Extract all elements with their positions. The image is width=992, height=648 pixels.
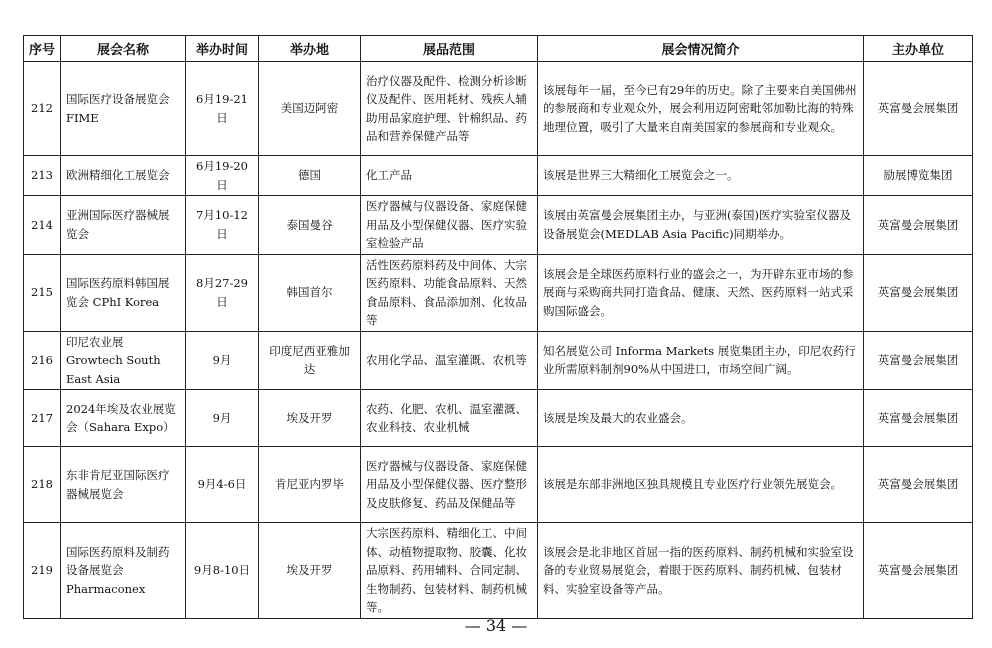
- cell-place: 肯尼亚内罗毕: [259, 447, 361, 523]
- cell-host: 英富曼会展集团: [864, 196, 973, 255]
- cell-place: 印度尼西亚雅加达: [259, 331, 361, 390]
- header-scope: 展品范围: [361, 36, 538, 62]
- cell-desc: 该展是世界三大精细化工展览会之一。: [538, 156, 864, 196]
- cell-no: 212: [24, 62, 61, 156]
- cell-scope: 治疗仪器及配件、检测分析诊断仪及配件、医用耗材、残疾人辅助用品家庭护理、针棉织品、药品和营养保健产品等: [361, 62, 538, 156]
- cell-place: 埃及开罗: [259, 390, 361, 447]
- cell-name: 国际医药原料及制药设备展览会 Pharmaconex: [61, 523, 186, 619]
- cell-time: 6月19-21日: [186, 62, 259, 156]
- cell-place: 韩国首尔: [259, 254, 361, 331]
- table-row: [24, 447, 973, 523]
- cell-place: 德国: [259, 156, 361, 196]
- cell-desc: 该展每年一届，至今已有29年的历史。除了主要来自美国佛州的参展商和专业观众外，展会利用迈阿密毗邻加勒比海的特殊地理位置，吸引了大量来自南美国家的参展商和专业观众。: [538, 62, 864, 156]
- header-time: 举办时间: [186, 36, 259, 62]
- cell-host: 励展博览集团: [864, 156, 973, 196]
- cell-name: 2024年埃及农业展览会（Sahara Expo）: [61, 390, 186, 447]
- cell-time: 6月19-20日: [186, 156, 259, 196]
- cell-time: 7月10-12日: [186, 196, 259, 255]
- cell-time: 9月: [186, 390, 259, 447]
- cell-host: 英富曼会展集团: [864, 390, 973, 447]
- cell-desc: 该展会是全球医药原料行业的盛会之一，为开辟东亚市场的参展商与采购商共同打造食品、健康、天然、医药原料一站式采购国际盛会。: [538, 254, 864, 331]
- cell-host: 英富曼会展集团: [864, 523, 973, 619]
- cell-no: 213: [24, 156, 61, 196]
- cell-scope: 农药、化肥、农机、温室灌溉、农业科技、农业机械: [361, 390, 538, 447]
- cell-desc: 该展是东部非洲地区独具规模且专业医疗行业领先展览会。: [538, 447, 864, 523]
- cell-host: 英富曼会展集团: [864, 62, 973, 156]
- cell-scope: 大宗医药原料、精细化工、中间体、动植物提取物、胶囊、化妆品原料、药用辅料、合同定制、生物制药、包装材料、制药机械等。: [361, 523, 538, 619]
- cell-no: 217: [24, 390, 61, 447]
- cell-name: 欧洲精细化工展览会: [61, 156, 186, 196]
- cell-desc: 知名展览公司 Informa Markets 展览集团主办，印尼农药行业所需原料制剂90%从中国进口，市场空间广阔。: [538, 331, 864, 390]
- cell-scope: 农用化学品、温室灌溉、农机等: [361, 331, 538, 390]
- cell-no: 219: [24, 523, 61, 619]
- cell-scope: 活性医药原料药及中间体、大宗医药原料、功能食品原料、天然食品原料、食品添加剂、化妆品等: [361, 254, 538, 331]
- cell-scope: 医疗器械与仪器设备、家庭保健用品及小型保健仪器、医疗实验室检验产品: [361, 196, 538, 255]
- header-desc: 展会情况简介: [538, 36, 864, 62]
- header-place: 举办地: [259, 36, 361, 62]
- cell-host: 英富曼会展集团: [864, 447, 973, 523]
- header-no: 序号: [24, 36, 61, 62]
- cell-name: 国际医药原料韩国展览会 CPhI Korea: [61, 254, 186, 331]
- table-header-row: [24, 36, 973, 62]
- cell-place: 埃及开罗: [259, 523, 361, 619]
- cell-scope: 医疗器械与仪器设备、家庭保健用品及小型保健仪器、医疗整形及皮肤修复、药品及保健品等: [361, 447, 538, 523]
- cell-scope: 化工产品: [361, 156, 538, 196]
- table-row: [24, 523, 973, 619]
- cell-no: 215: [24, 254, 61, 331]
- cell-name: 国际医疗设备展览会 FIME: [61, 62, 186, 156]
- header-name: 展会名称: [61, 36, 186, 62]
- cell-desc: 该展是埃及最大的农业盛会。: [538, 390, 864, 447]
- table-row: [24, 331, 973, 390]
- cell-no: 214: [24, 196, 61, 255]
- cell-no: 218: [24, 447, 61, 523]
- cell-host: 英富曼会展集团: [864, 254, 973, 331]
- cell-time: 8月27-29日: [186, 254, 259, 331]
- table-row: [24, 390, 973, 447]
- cell-desc: 该展会是北非地区首屈一指的医药原料、制药机械和实验室设备的专业贸易展览会，着眼于医药原料、制药机械、包装材料、实验室设备等产品。: [538, 523, 864, 619]
- cell-host: 英富曼会展集团: [864, 331, 973, 390]
- exhibition-table: [23, 35, 973, 619]
- cell-name: 东非肯尼亚国际医疗器械展览会: [61, 447, 186, 523]
- table-row: [24, 254, 973, 331]
- cell-time: 9月8-10日: [186, 523, 259, 619]
- header-host: 主办单位: [864, 36, 973, 62]
- cell-no: 216: [24, 331, 61, 390]
- cell-name: 印尼农业展 Growtech South East Asia: [61, 331, 186, 390]
- cell-time: 9月: [186, 331, 259, 390]
- cell-name: 亚洲国际医疗器械展览会: [61, 196, 186, 255]
- table-row: [24, 156, 973, 196]
- cell-time: 9月4-6日: [186, 447, 259, 523]
- page-number: — 34 —: [464, 616, 528, 635]
- cell-place: 美国迈阿密: [259, 62, 361, 156]
- cell-desc: 该展由英富曼会展集团主办，与亚洲(泰国)医疗实验室仪器及设备展览会(MEDLAB Asia Pacific)同期举办。: [538, 196, 864, 255]
- table-row: [24, 196, 973, 255]
- table-row: [24, 62, 973, 156]
- cell-place: 泰国曼谷: [259, 196, 361, 255]
